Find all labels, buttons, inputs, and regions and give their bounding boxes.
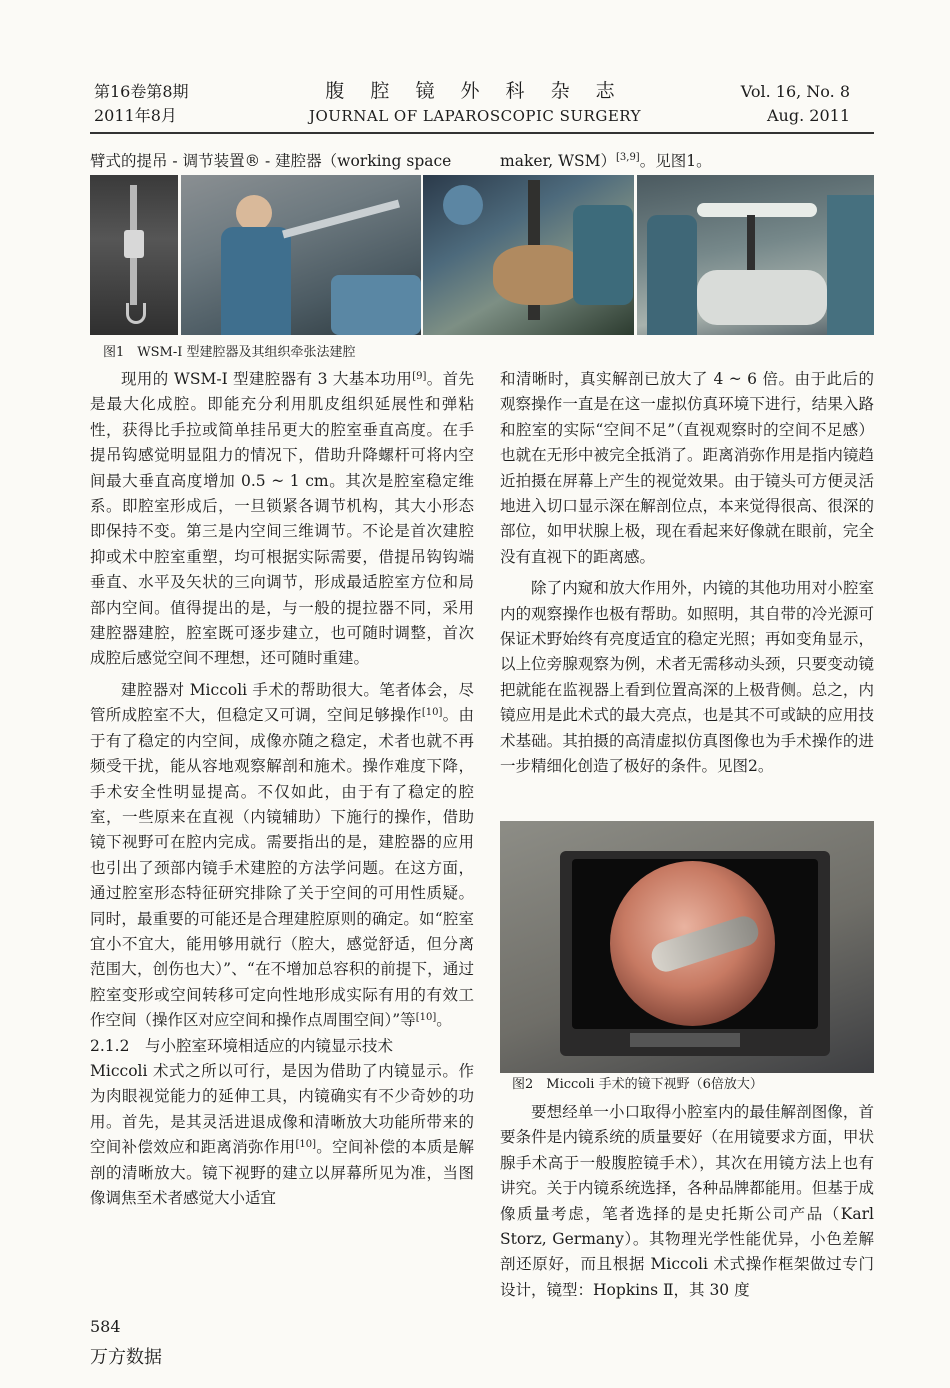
- paragraph: 除了内窥和放大作用外，内镜的其他功用对小腔室内的观察操作也极有帮助。如照明，其自带的冷光源可保证术野始终有亮度适宜的稳定光照；再如变角显示，以上位旁腺观察为例，术者无需移动头颈，只要变动镜把就能在监视器上看到位置高深的上极背侧。总之，内镜应用是此术式的最大亮点，也是其不可或缺的应用技术基础。其拍摄的高清虚拟仿真图像也为手术操作的进一步精细化创造了极好的条件。见图2。: [500, 579, 874, 776]
- figure1-caption: 图1 WSM-I 型建腔器及其组织牵张法建腔: [103, 345, 356, 360]
- header-right: [741, 80, 850, 128]
- journal-title-en: JOURNAL OF LAPAROSCOPIC SURGERY: [308, 107, 642, 125]
- citation: [3,9]: [616, 152, 640, 163]
- figure2-photo-endoscopic-view: [500, 821, 874, 1073]
- paragraph: 现用的 WSM-I 型建腔器有 3 大基本功用[9]。首先是最大化成腔。即能充分利用肌皮组织延展性和弹粘性，获得比手拉或简单挂吊更大的腔室垂直高度。在手提吊钩感觉明显阻力的情况下，借助升降螺杆可将内空间最大垂直高度增加 0.5 ~ 1 cm。其次是腔室稳定维系。即腔室形成后，一旦锁紧各调节机构，其大小形态即保持不变。第三是内空间三维调节。不论是首次建腔抑或术中腔室重塑，均可根据实际需要，借提吊钩钩端垂直、水平及矢状的三向调节，形成最适腔室方位和局部内空间。值得提出的是，与一般的提拉器不同，采用建腔器建腔，腔室既可逐步建立，也可随时调整，首次成腔后感觉空间不理想，还可随时重建。: [90, 370, 474, 668]
- paragraph: Miccoli 术式之所以可行，是因为借助了内镜显示。作为肉眼视觉能力的延伸工具，内镜确实有不少奇妙的功用。首先，是其灵活进退成像和清晰放大功能所带来的空间补偿效应和距离消弥作用[10]。空间补偿的本质是解剖的清晰放大。镜下视野的建立以屏幕所见为准，当图像调焦至术者感觉大小适宜: [90, 1061, 474, 1207]
- volume-cn: 第16卷第8期: [94, 82, 189, 101]
- figure1-photo-surgeon: [181, 175, 421, 335]
- paragraph: 和清晰时，真实解剖已放大了 4 ~ 6 倍。由于此后的观察操作一直是在这一虚拟仿真环境下进行，结果入路和腔室的实际“空间不足”（直视观察时的空间不足感）也就在无形中被完全抵消了。距离消弥作用是指内镜趋近拍摄在屏幕上产生的视觉效果。由于镜头可方便灵活地进入切口显示深在解剖位点，本来觉得很高、很深的部位，如甲状腺上极，现在看起来好像就在眼前，完全没有直视下的距离感。: [500, 370, 874, 566]
- right-column-continued: [500, 1100, 874, 1303]
- header-rule: [90, 132, 874, 134]
- paragraph: 要想经单一小口取得小腔室内的最佳解剖图像，首要条件是内镜系统的质量要好（在用镜要求方面，甲状腺手术高于一般腹腔镜手术），其次在用镜方法上也有讲究。关于内镜系统选择，各种品牌都能用。但基于成像质量考虑，笔者选择的是史托斯公司产品（Karl Storz, Germany）。其物理光学性能优异，小色差解剖还原好，而且根据 Miccoli 术式操作框架做过专门设计，镜型：Hopkins Ⅱ，其 30 度: [500, 1103, 874, 1299]
- paragraph: 建腔器对 Miccoli 手术的帮助很大。笔者体会，尽管所成腔室不大，但稳定又可调，空间足够操作[10]。由于有了稳定的内空间，成像亦随之稳定，术者也就不再频受干扰，能从容地观察解剖和施术。操作难度下降，手术安全性明显提高。不仅如此，由于有了稳定的腔室，一些原来在直视（内镜辅助）下施行的操作，借助镜下视野可在腔内完成。需要指出的是，建腔器的应用也引出了颈部内镜手术建腔的方法学问题。在这方面，通过腔室形态特征研究排除了关于空间的可用性质疑。同时，最重要的可能还是合理建腔原则的确定。如“腔室宜小不宜大，能用够用就行（腔大，感觉舒适，但分离范围大，创伤也大）”、“在不增加总容积的前提下，通过腔室变形或空间转移可定向性地形成实际有用的有效工作空间（操作区对应空间和操作点周围空间）”等[10]。: [90, 680, 474, 1030]
- section-heading: 2.1.2 与小腔室环境相适应的内镜显示技术: [90, 1036, 393, 1055]
- citation: [10]: [421, 707, 443, 719]
- left-column: [90, 367, 474, 1211]
- intro-right-text-b: 。见图1。: [639, 152, 712, 170]
- figure1-photo-operation: [423, 175, 634, 335]
- figure1-photo-retractor: [637, 175, 874, 335]
- intro-right-text-a: maker, WSM）: [500, 152, 616, 170]
- figure1-photo-device: [90, 175, 178, 335]
- date-en: Aug. 2011: [767, 106, 850, 125]
- figure2-caption: 图2 Miccoli 手术的镜下视野（6倍放大）: [512, 1077, 763, 1092]
- watermark: 万方数据: [90, 1347, 162, 1368]
- intro-left-line: 臂式的提吊 - 调节装置® - 建腔器（working space: [90, 152, 452, 170]
- citation: [10]: [295, 1139, 316, 1151]
- page-number: 584: [90, 1317, 121, 1336]
- volume-en: Vol. 16, No. 8: [740, 82, 850, 101]
- citation: [9]: [412, 371, 427, 382]
- date-cn: 2011年8月: [94, 106, 177, 125]
- citation: [10]: [415, 1012, 437, 1024]
- right-column: [500, 367, 874, 780]
- journal-title-cn: 腹 腔 镜 外 科 杂 志: [325, 80, 625, 102]
- intro-right-line: [500, 150, 712, 172]
